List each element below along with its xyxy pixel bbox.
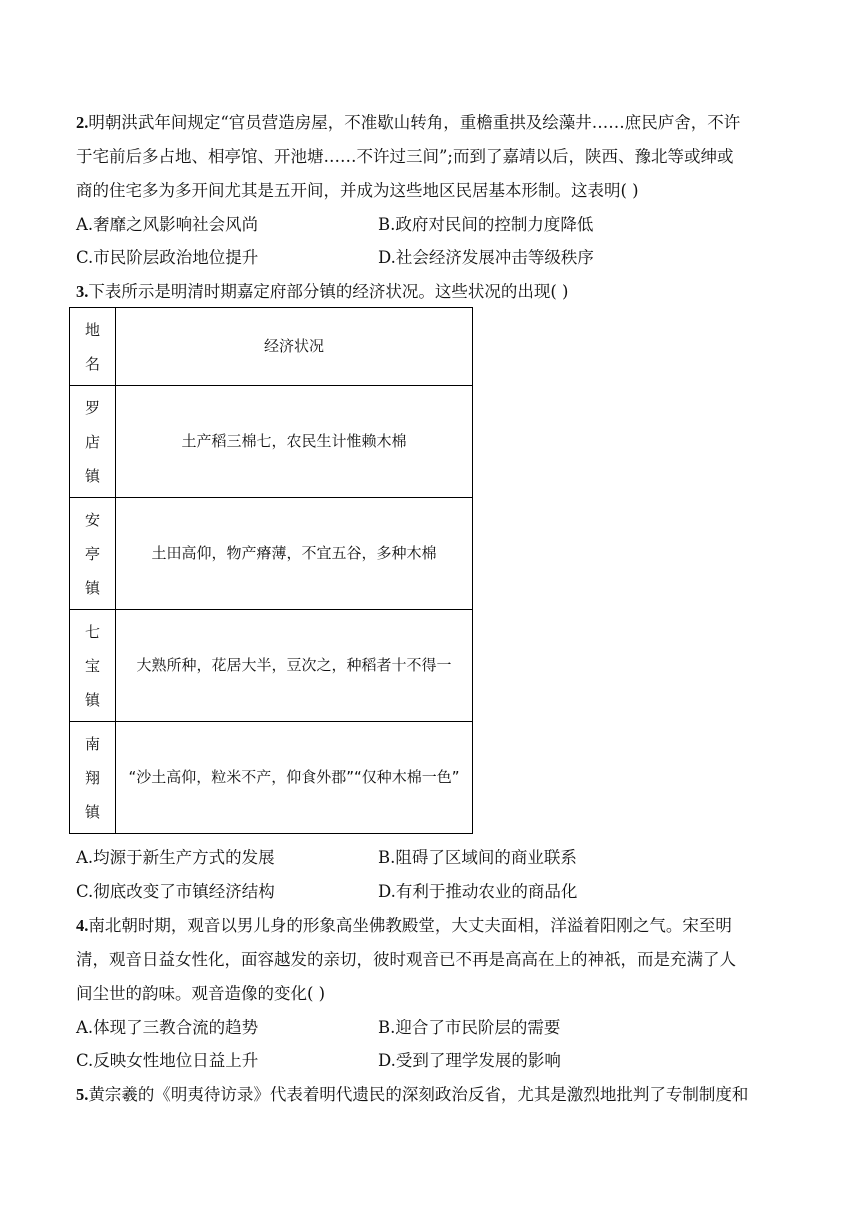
q4-option-b[interactable]: B.迎合了市民阶层的需要 (378, 1018, 561, 1037)
q4-option-c[interactable]: C.反映女性地位日益上升 (76, 1051, 259, 1070)
q3-option-c[interactable]: C.彻底改变了市镇经济结构 (76, 882, 275, 901)
row-place: 七宝镇 (70, 610, 116, 722)
q3-option-a[interactable]: A.均源于新生产方式的发展 (76, 848, 275, 867)
q2-option-b[interactable]: B.政府对民间的控制力度降低 (378, 215, 594, 234)
q3-option-d[interactable]: D.有利于推动农业的商品化 (378, 882, 578, 901)
header-place: 地名 (70, 308, 116, 386)
q4-stem-line2: 清，观音日益女性化，面容越发的亲切，彼时观音已不再是高高在上的神祇，而是充满了人 (76, 950, 736, 969)
q5-number: 5. (76, 1085, 89, 1104)
q2-number: 2. (76, 113, 89, 132)
q4-stem-line1: 4.南北朝时期，观音以男儿身的形象高坐佛教殿堂，大丈夫面相，洋溢着阳刚之气。宋至明 (76, 916, 732, 935)
table-row (70, 722, 473, 834)
q2-option-d[interactable]: D.社会经济发展冲击等级秩序 (378, 248, 594, 267)
row-place: 安亭镇 (70, 498, 116, 610)
q3-number: 3. (76, 282, 89, 301)
q2-option-c[interactable]: C.市民阶层政治地位提升 (76, 248, 259, 267)
economy-table (69, 307, 473, 834)
row-desc: 土田高仰，物产瘠薄，不宜五谷，多种木棉 (116, 498, 473, 610)
row-desc: 大熟所种，花居大半，豆次之，种稻者十不得一 (116, 610, 473, 722)
row-place: 南翔镇 (70, 722, 116, 834)
row-place: 罗店镇 (70, 386, 116, 498)
q3-option-b[interactable]: B.阻碍了区域间的商业联系 (378, 848, 577, 867)
q4-stem-line3: 间尘世的韵味。观音造像的变化( ) (76, 984, 326, 1003)
row-desc: “沙土高仰，粒米不产，仰食外郡”“仅种木棉一色” (116, 722, 473, 834)
table-header-row (70, 308, 473, 386)
table-row (70, 610, 473, 722)
q2-option-a[interactable]: A.奢靡之风影响社会风尚 (76, 215, 259, 234)
q5-stem-line1: 5.黄宗羲的《明夷待访录》代表着明代遗民的深刻政治反省，尤其是激烈地批判了专制制度和 (76, 1085, 749, 1104)
table-row (70, 498, 473, 610)
header-desc: 经济状况 (116, 308, 473, 386)
table-row (70, 386, 473, 498)
q2-stem-line3: 商的住宅多为多开间尤其是五开间，并成为这些地区民居基本形制。这表明( ) (76, 181, 639, 200)
q4-option-a[interactable]: A.体现了三教合流的趋势 (76, 1018, 259, 1037)
q2-stem-line2: 于宅前后多占地、相亭馆、开池塘……不许过三间”;而到了嘉靖以后，陕西、豫北等或绅或 (76, 147, 734, 166)
q2-stem-line1: 2.明朝洪武年间规定“官员营造房屋，不准歇山转角，重檐重拱及绘藻井……庶民庐舍，不许 (76, 113, 741, 132)
q3-stem: 3.下表所示是明清时期嘉定府部分镇的经济状况。这些状况的出现( ) (76, 282, 569, 301)
row-desc: 土产稻三棉七，农民生计惟赖木棉 (116, 386, 473, 498)
q4-number: 4. (76, 916, 89, 935)
q4-option-d[interactable]: D.受到了理学发展的影响 (378, 1051, 561, 1070)
